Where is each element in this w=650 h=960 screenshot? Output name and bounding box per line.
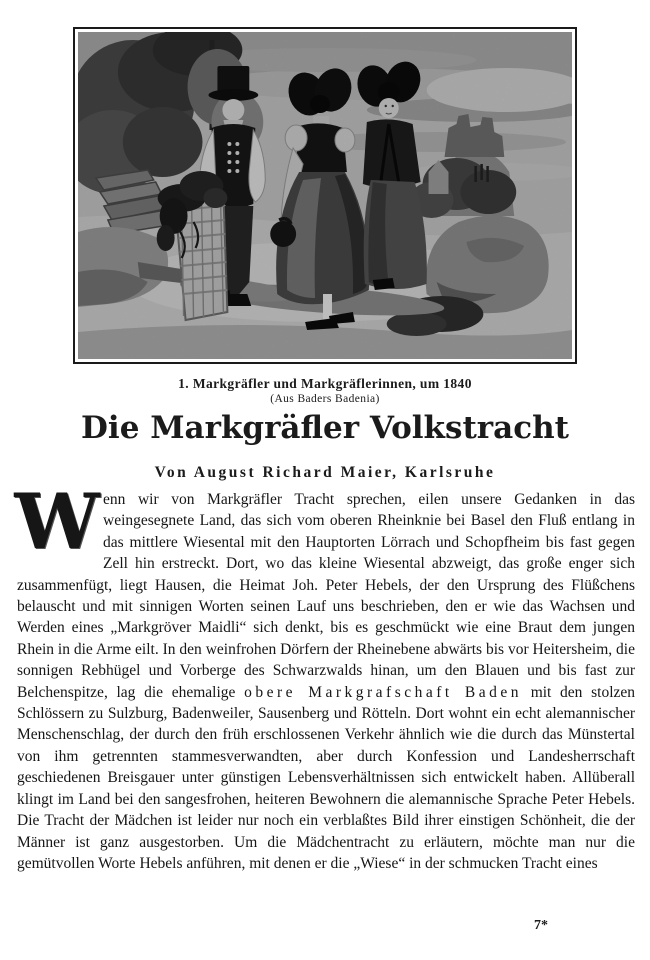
figure-caption: 1. Markgräfler und Markgräflerinnen, um 1840 [178, 376, 472, 391]
article-byline: Von August Richard Maier, Karlsruhe [154, 464, 496, 481]
engraving-scene [78, 32, 572, 359]
body-text-emphasis: obere Markgrafschaft Baden [244, 683, 523, 701]
drop-cap-initial: W [14, 477, 100, 566]
costume-engraving [73, 27, 577, 364]
figure-source: (Aus Baders Badenia) [270, 393, 380, 405]
body-text-part2: mit den stolzen Schlössern zu Sulzburg, Badenweiler, Sausenberg und Rötteln. Dort wohnt ein echt alemannischer Menschenschlag, der durch den früh erschlossenen Verkehr ähnlich wie die durch das Münstertal von ihm getrennten stammesverwandten, aber durch Konfession und Landesherrschaft geschiedenen Breisgauer unter günstigen Lebensverhältnissen sich entwickelt haben. Allüberall klingt im Land bei den sangesfrohen, heiteren Bewohnern die alemannische Sprache Peter Hebels. Die Tracht der Mädchen ist leider nur noch ein verblaßtes Bild ihrer einstigen Schönheit, die der Männer ist ganz ausgestorben. Um die Mädchentracht zu erläutern, möchte man nur die gemütvollen Worte Hebels anführen, mit denen er die „Wiese“ in der schmucken Tracht eines [17, 683, 636, 872]
signature-mark: 7* [534, 918, 548, 933]
article-title: Die Markgräfler Volkstracht [81, 410, 569, 446]
article-body [14, 477, 636, 874]
halftone-grain [78, 32, 572, 359]
body-text-part1: enn wir von Markgräfler Tracht sprechen, eilen unsere Gedanken in das weingesegnete Land, das sich vom oberen Rheinknie bei Basel den Fluß entlang in das mittlere Wiesental mit den Hauptorten Lörrach und Schopfheim bis fast gegen Zell hin erstreckt. Dort, wo das kleine Wiesental abzweigt, das große enger sich zusammenfügt, liegt Hausen, die Heimat Joh. Peter Hebels, der den Ursprung des Flüßchens belauscht und mit sinnigen Worten seinen Lauf uns beschrieben, den er wie das Wachsen und Werden eines „Markgröver Maidli“ sich denkt, bis es geschmückt wie eine Braut dem jungen Rhein in die Arme eilt. In den weinfrohen Dörfern der Rheinebene abwärts bis vor Heitersheim, die sonnigen Rebhügel und Vorberge des Schwarzwalds hinan, um den Blauen und bis fast zur Belchenspitze, lag die ehemalige [17, 491, 635, 701]
